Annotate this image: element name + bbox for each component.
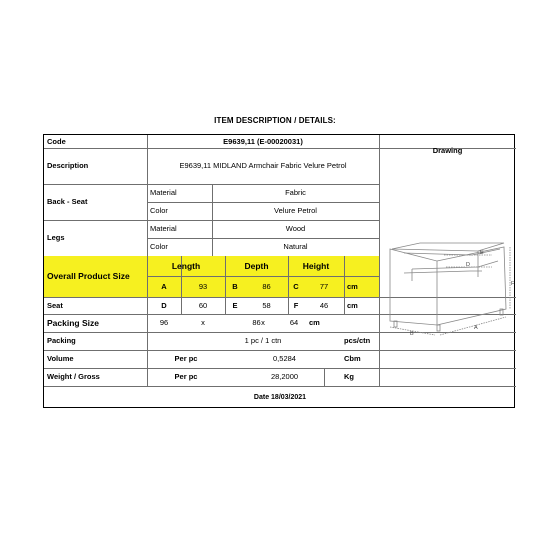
drawing-letter-b: B — [410, 331, 414, 337]
weight-label: Weight / Gross — [47, 372, 100, 382]
code-label: Code — [47, 136, 66, 146]
dim-f-label: F — [293, 300, 299, 310]
dim-c-value: 77 — [319, 281, 329, 291]
volume-per: Per pc — [174, 354, 198, 364]
drawing-letter-a: A — [474, 325, 478, 331]
overall-size-label: Overall Product Size — [47, 271, 130, 282]
packing-value: 1 pc / 1 ctn — [244, 336, 282, 346]
dim-c-label: C — [293, 281, 299, 291]
back-seat-color-label: Color — [150, 206, 168, 216]
weight-value: 28,2000 — [270, 372, 299, 382]
dim-e-value: 58 — [262, 300, 271, 310]
volume-value: 0,5284 — [273, 354, 296, 364]
drawing-label: Drawing — [432, 146, 463, 156]
legs-color: Natural — [283, 242, 308, 252]
dim-b-label: B — [232, 281, 238, 291]
back-seat-material-label: Material — [150, 188, 177, 198]
description-value: E9639,11 MIDLAND Armchair Fabric Velure Petrol — [179, 161, 347, 171]
packing-length: 96 — [159, 318, 169, 328]
back-seat-label: Back - Seat — [47, 197, 88, 207]
date-label: Date 18/03/2021 — [253, 394, 307, 401]
dim-b-value: 86 — [262, 281, 271, 291]
back-seat-material: Fabric — [285, 188, 306, 198]
packing-height: 64 — [289, 318, 299, 328]
weight-unit: Kg — [344, 372, 354, 382]
back-seat-color: Velure Petrol — [274, 206, 317, 216]
volume-unit: Cbm — [344, 354, 361, 364]
packing-width: 86 — [252, 318, 261, 328]
details-table — [43, 134, 515, 408]
legs-material: Wood — [285, 224, 306, 234]
packing-size-label: Packing Size — [47, 317, 99, 328]
volume-label: Volume — [47, 354, 74, 364]
depth-header: Depth — [244, 260, 269, 271]
packing-x1: x — [201, 318, 205, 328]
height-header: Height — [302, 260, 330, 271]
packing-x2: x — [261, 318, 265, 328]
drawing-letter-d: D — [466, 262, 470, 268]
dim-d-value: 60 — [198, 300, 208, 310]
drawing-letter-e: E — [480, 250, 484, 256]
dim-d-label: D — [161, 300, 167, 310]
dim-a-label: A — [161, 281, 167, 291]
dim-a-value: 93 — [198, 281, 208, 291]
overall-unit: cm — [347, 281, 358, 291]
description-label: Description — [47, 161, 89, 171]
packing-size-unit: cm — [309, 318, 320, 328]
packing-label: Packing — [47, 336, 76, 346]
legs-label: Legs — [47, 233, 65, 243]
dim-e-label: E — [232, 300, 238, 310]
legs-color-label: Color — [150, 242, 168, 252]
seat-unit: cm — [347, 300, 358, 310]
packing-unit: pcs/ctn — [344, 336, 371, 346]
weight-per: Per pc — [174, 372, 198, 382]
page-title: ITEM DESCRIPTION / DETAILS: — [214, 116, 336, 125]
dim-f-value: 46 — [319, 300, 329, 310]
armchair-drawing — [382, 209, 514, 335]
legs-material-label: Material — [150, 224, 177, 234]
seat-label: Seat — [47, 300, 63, 310]
code-value: E9639,11 (E-00020031) — [223, 136, 303, 146]
drawing-letter-f: F — [511, 281, 515, 287]
length-header: Length — [171, 260, 201, 271]
